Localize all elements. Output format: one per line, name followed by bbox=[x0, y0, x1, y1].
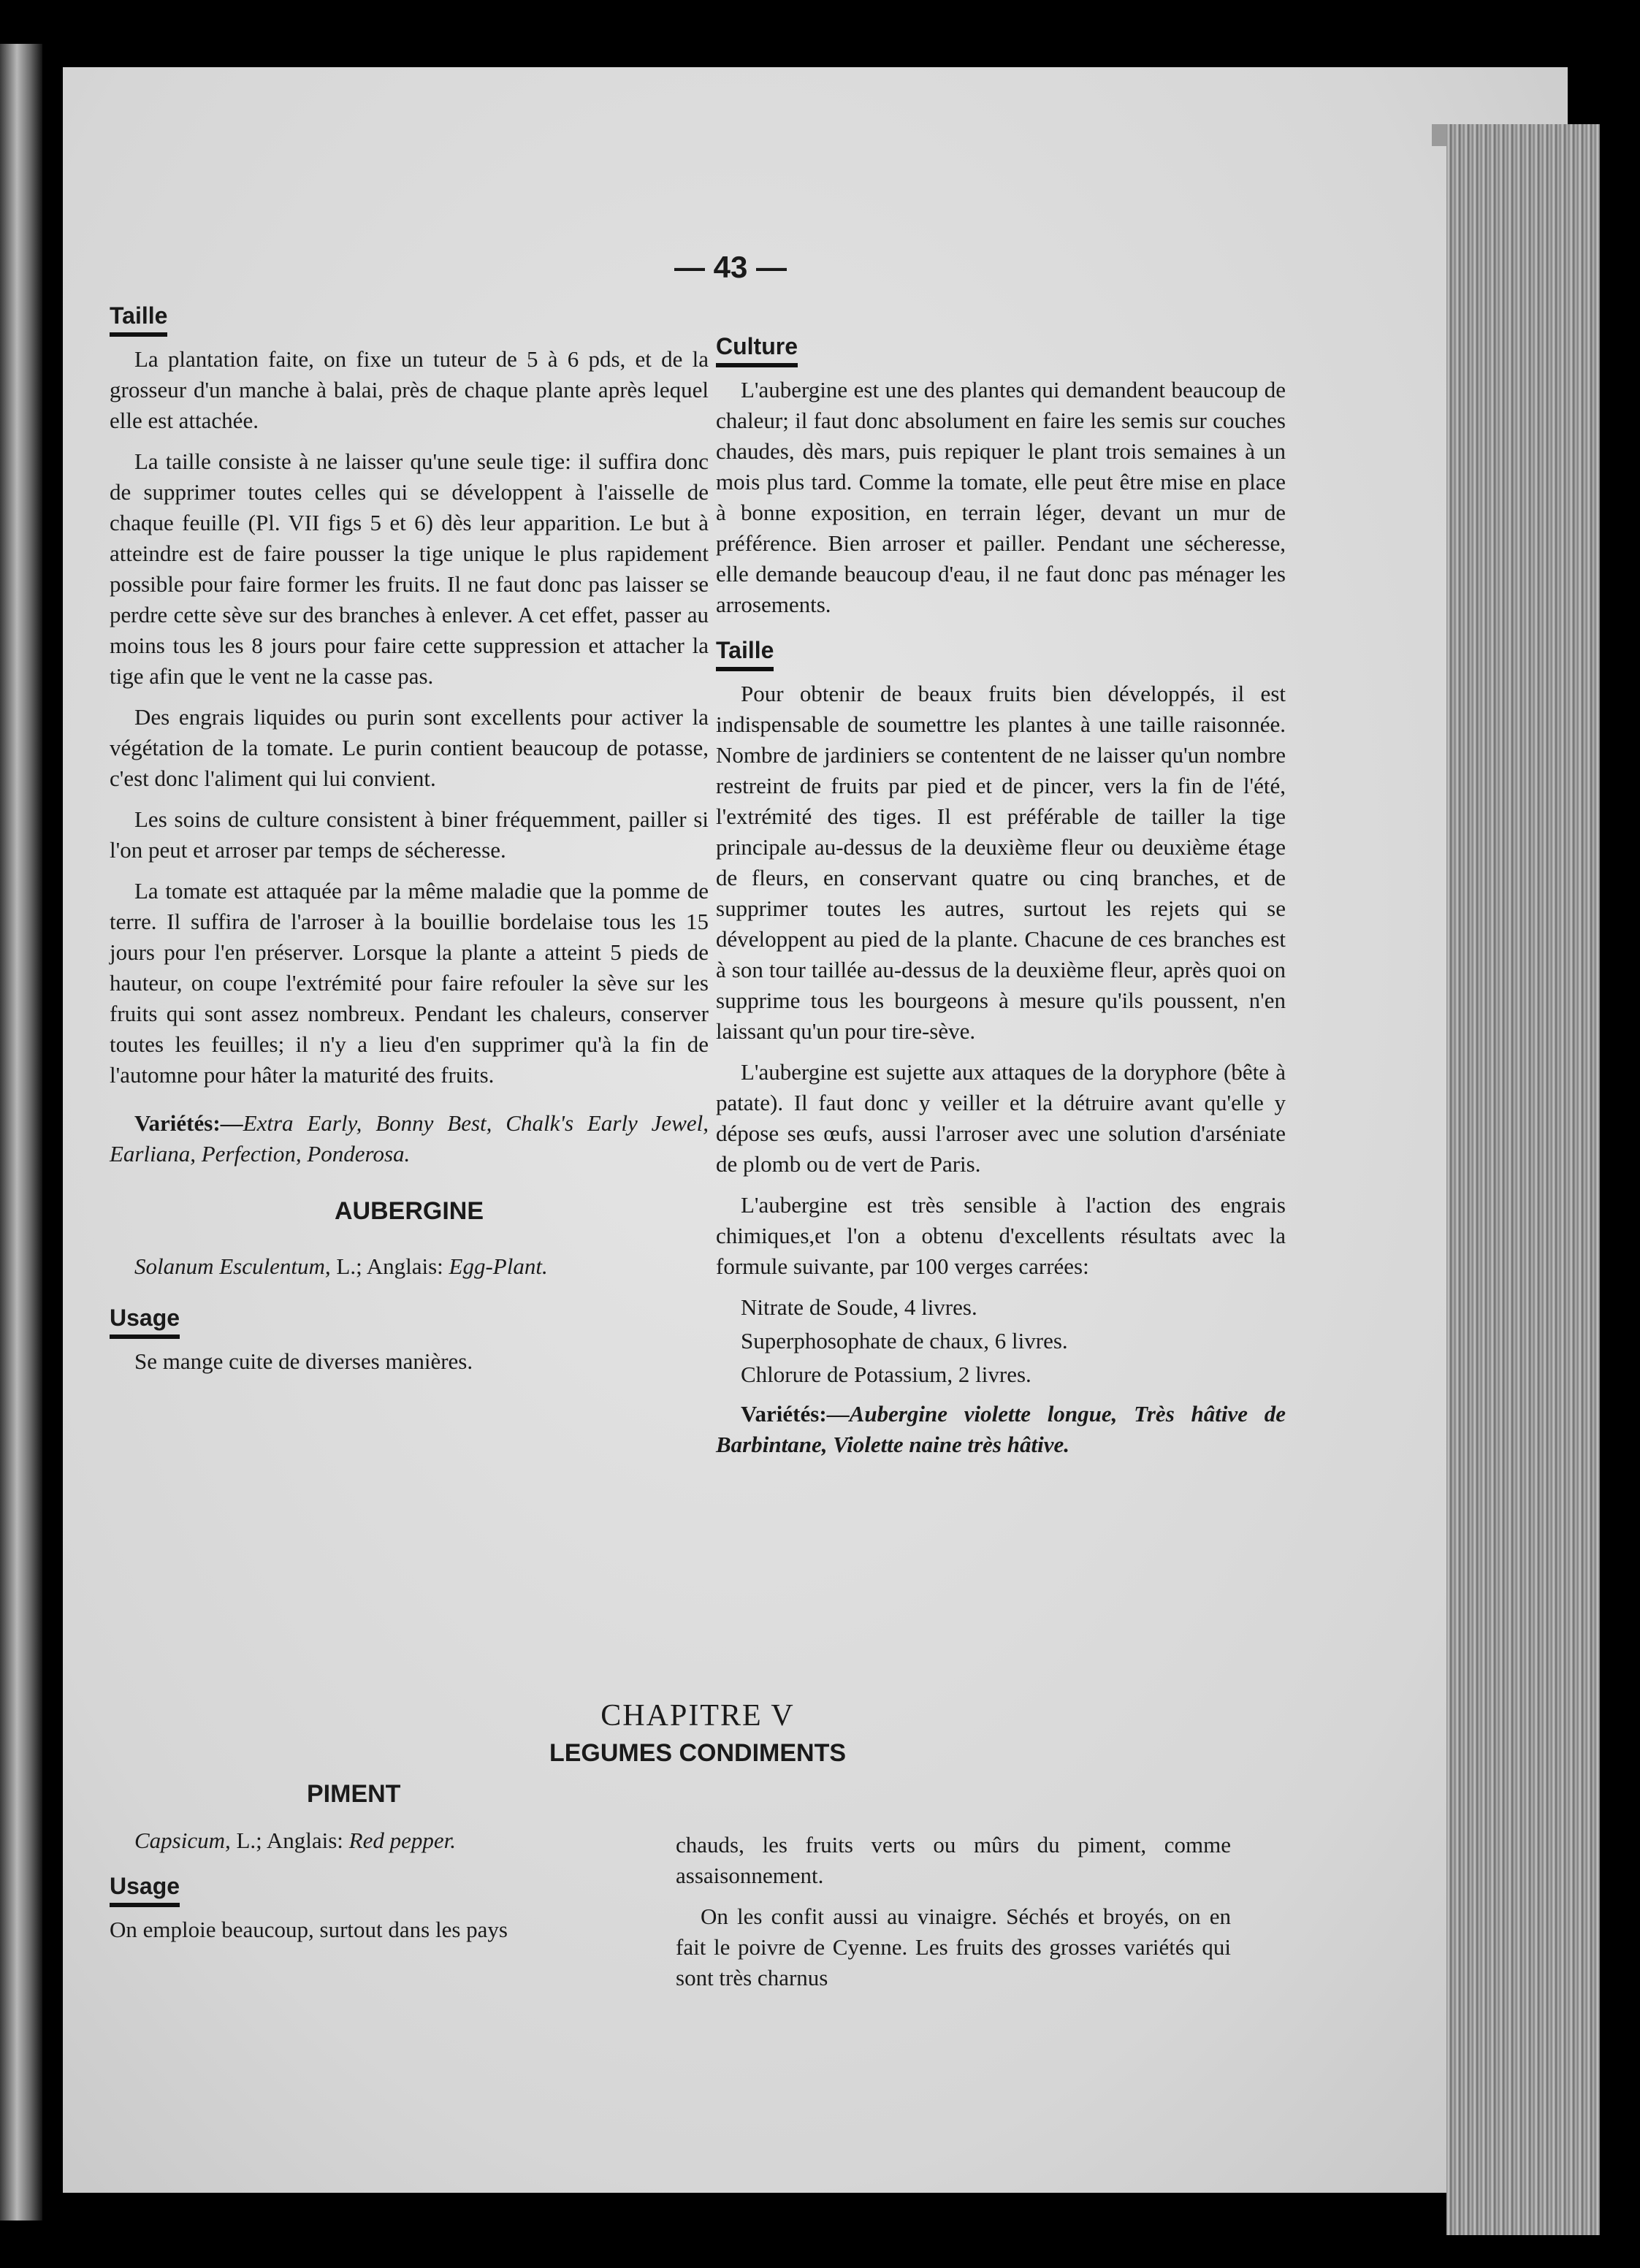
formula-line: Chlorure de Potassium, 2 livres. bbox=[741, 1362, 1031, 1387]
varieties-list: Aubergine violette longue, Très hâtive de Barbintane, Violette naine très hâtive. bbox=[716, 1401, 1286, 1457]
varieties-tomato bbox=[110, 1108, 709, 1169]
paragraph: L'aubergine est très sensible à l'action des engrais chimiques,et l'on a obtenu d'excellents résultats avec la formule suivante, par 100 verges carrées: bbox=[716, 1192, 1286, 1279]
section-title-aubergine: AUBERGINE bbox=[334, 1197, 484, 1225]
page-stack-edge bbox=[1446, 124, 1600, 2235]
paragraph: L'aubergine est une des plantes qui demandent beaucoup de chaleur; il faut donc absolument en faire les semis sur couches chaudes, dès mars, puis repiquer le plant trois semaines à un mois plus tard. Comme la tomate, elle peut être mise en place à bonne exposition, en terrain léger, devant un mur de préférence. Bien arroser et pailler. Pendant une sécheresse, elle demande beaucoup d'eau, il ne faut donc pas ménager les arrosements. bbox=[716, 377, 1286, 617]
name-connector: L.; Anglais: bbox=[230, 1828, 349, 1853]
formula-line: Superphosophate de chaux, 6 livres. bbox=[741, 1328, 1068, 1353]
chapter-title: CHAPITRE V bbox=[600, 1699, 795, 1733]
paragraph: On emploie beaucoup, surtout dans les pays bbox=[110, 1917, 508, 1942]
paragraph: Les soins de culture consistent à biner fréquemment, pailler si l'on peut et arroser par temps de sécheresse. bbox=[110, 806, 709, 863]
heading-taille-right: Taille bbox=[716, 635, 774, 671]
paragraph: La plantation faite, on fixe un tuteur de 5 à 6 pds, et de la grosseur d'un manche à balai, près de chaque plante après lequel elle est attachée. bbox=[110, 346, 709, 433]
heading-usage-aubergine: Usage bbox=[110, 1302, 180, 1339]
paragraph: Pour obtenir de beaux fruits bien développés, il est indispensable de soumettre les plantes à une taille raisonnée. Nombre de jardiniers se contentent de ne laisser qu'un nombre restreint de fruits par pied et de pincer, vers la fin de l'été, l'extrémité des tiges. Il est préférable de tailler la tige principale au-dessus de la deuxième fleur ou deuxième étage de fleurs, en conservant quatre ou cinq branches, et de supprimer toutes les autres, surtout les rejets qui se développent au pied de la plante. Chacune de ces branches est à son tour taillée au-dessus de la deuxième fleur, après quoi on supprime tous les bourgeons à mesure qu'ils poussent, n'en laissant qu'un pour tire-sève. bbox=[716, 681, 1286, 1044]
heading-usage-piment: Usage bbox=[110, 1871, 180, 1907]
paragraph: La taille consiste à ne laisser qu'une seule tige: il suffira donc de supprimer toutes celles qui se développent à l'aisselle de chaque feuille (Pl. VII figs 5 et 6) dès leur apparition. Le but à atteindre est de faire pousser la tige unique le plus rapidement possible pour faire former les fruits. Il ne faut donc pas laisser se perdre cette sève sur des branches à enlever. A cet effet, passer au moins tous les 8 jours pour faire cette suppression et attacher la tige afin que le vent ne la casse pas. bbox=[110, 448, 709, 689]
right-column bbox=[716, 327, 1286, 1470]
left-column bbox=[110, 296, 709, 1387]
english-name: Egg-Plant. bbox=[449, 1253, 548, 1279]
varieties-list: Extra Early, Bonny Best, Chalk's Early Jewel, Earliana, Perfection, Ponderosa. bbox=[110, 1110, 709, 1167]
page-number: — 43 — bbox=[674, 250, 787, 284]
paragraph: L'aubergine est sujette aux attaques de la doryphore (bête à patate). Il faut donc y veiller et la détruire avant qu'elle y dépose ses œufs, aussi l'arroser avec une solution d'arséniate de plomb ou de vert de Paris. bbox=[716, 1059, 1286, 1177]
chapter-subtitle: LEGUMES CONDIMENTS bbox=[549, 1739, 847, 1767]
aubergine-names bbox=[110, 1251, 709, 1282]
latin-name: Capsicum, bbox=[134, 1828, 231, 1853]
paragraph: On les confit aussi au vinaigre. Séchés et broyés, on en fait le poivre de Cyenne. Les fruits des grosses variétés qui sont très charnus bbox=[676, 1904, 1231, 1990]
piment-right-column bbox=[676, 1830, 1231, 2004]
varieties-label: Variétés:— bbox=[134, 1110, 243, 1136]
formula-line: Nitrate de Soude, 4 livres. bbox=[741, 1294, 977, 1320]
usage-text: Se mange cuite de diverses manières. bbox=[134, 1348, 473, 1374]
heading-taille-left: Taille bbox=[110, 300, 167, 337]
chapter-heading bbox=[110, 1698, 1286, 1768]
name-connector: L.; Anglais: bbox=[330, 1253, 449, 1279]
piment-left-column bbox=[110, 1779, 665, 1955]
piment-names bbox=[110, 1825, 665, 1856]
varieties-label: Variétés:— bbox=[741, 1401, 850, 1427]
paragraph: chauds, les fruits verts ou mûrs du piment, comme assaisonnement. bbox=[676, 1832, 1231, 1888]
varieties-aubergine bbox=[716, 1399, 1286, 1460]
heading-culture: Culture bbox=[716, 331, 798, 367]
paragraph: La tomate est attaquée par la même maladie que la pomme de terre. Il suffira de l'arroser à la bouillie bordelaise tous les 15 jours pour l'en préserver. Lorsque la plante a atteint 5 pieds de hauteur, on coupe l'extrémité pour faire refouler la sève sur les fruits qui sont assez nombreux. Pendant les chaleurs, conserver toutes les feuilles; il n'y a lieu d'en supprimer qu'à la fin de l'automne pour hâter la maturité des fruits. bbox=[110, 878, 709, 1088]
section-title-piment: PIMENT bbox=[307, 1780, 401, 1808]
book-spine-left bbox=[0, 44, 42, 2221]
paragraph: Des engrais liquides ou purin sont excellents pour activer la végétation de la tomate. Le purin contient beaucoup de potasse, c'est donc l'aliment qui lui convient. bbox=[110, 704, 709, 791]
latin-name: Solanum Esculentum, bbox=[134, 1253, 331, 1279]
english-name: Red pepper. bbox=[348, 1828, 456, 1853]
